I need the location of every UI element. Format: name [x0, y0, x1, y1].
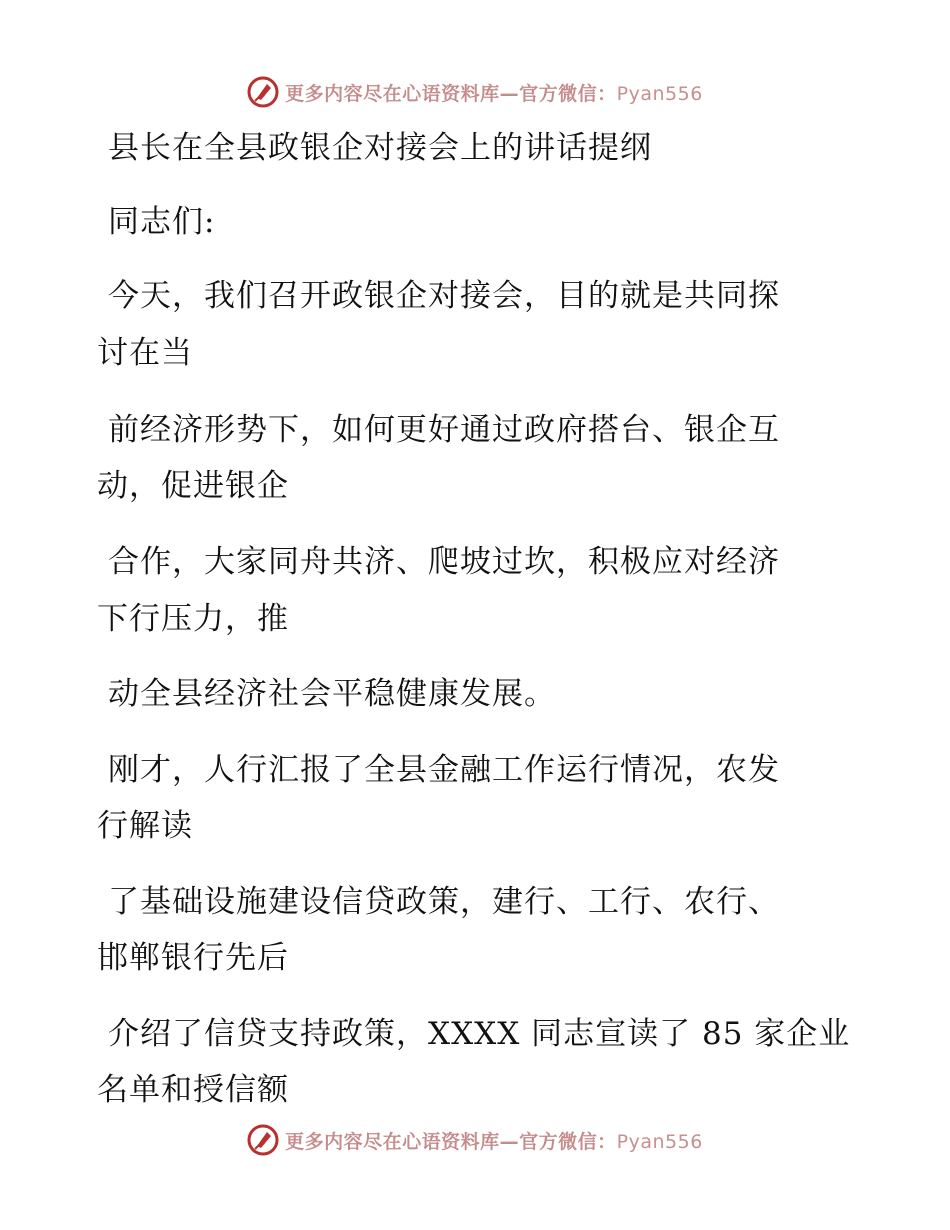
pen-nib-logo-icon — [247, 76, 279, 108]
text-line: 行解读 — [97, 808, 193, 844]
watermark-text: 更多内容尽在心语资料库—官方微信：Pyan556 — [285, 82, 703, 105]
text-line: 讨在当 — [97, 335, 193, 371]
text-line: 介绍了信贷支持政策，XXXX 同志宣读了 85 家企业 — [108, 1016, 851, 1052]
watermark-text: 更多内容尽在心语资料库—官方微信：Pyan556 — [285, 1130, 703, 1153]
text-line: 今天，我们召开政银企对接会，目的就是共同探 — [108, 278, 780, 314]
text-line: 刚才，人行汇报了全县金融工作运行情况，农发 — [108, 752, 780, 788]
text-line: 合作，大家同舟共济、爬坡过坎，积极应对经济 — [108, 544, 780, 580]
text-line: 名单和授信额 — [97, 1072, 289, 1108]
header-watermark — [0, 72, 950, 112]
text-line: 动全县经济社会平稳健康发展。 — [108, 676, 556, 712]
text-line: 邯郸银行先后 — [97, 940, 289, 976]
pen-nib-logo-icon — [247, 1124, 279, 1156]
text-line: 前经济形势下，如何更好通过政府搭台、银企互 — [108, 412, 780, 448]
text-line: 了基础设施建设信贷政策，建行、工行、农行、 — [108, 884, 780, 920]
text-line: 动，促进银企 — [97, 468, 289, 504]
text-line: 下行压力，推 — [97, 601, 289, 637]
text-line: 同志们: — [108, 204, 216, 240]
document-title: 县长在全县政银企对接会上的讲话提纲 — [108, 130, 652, 166]
footer-watermark — [0, 1120, 950, 1160]
